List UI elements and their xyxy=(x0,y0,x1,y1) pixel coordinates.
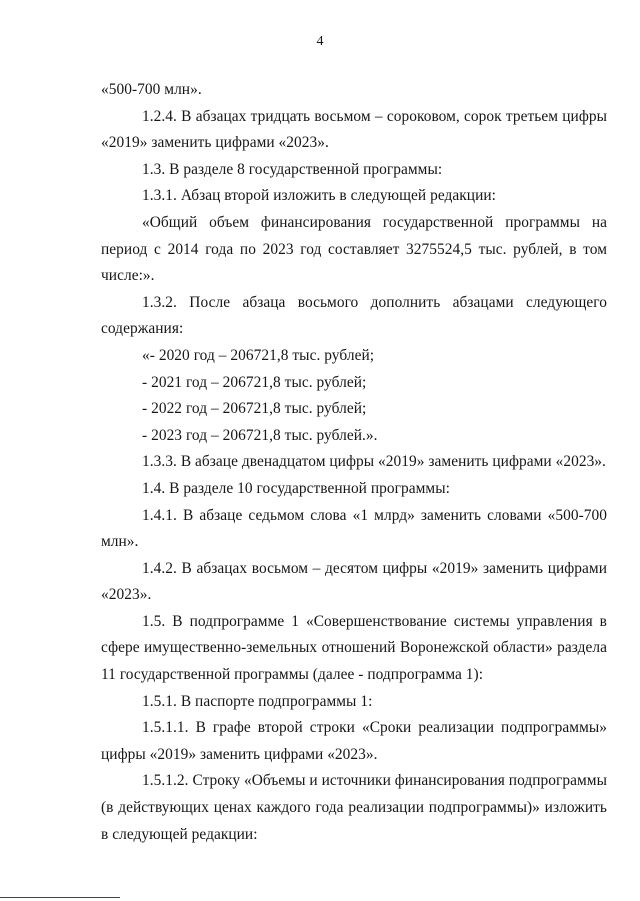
paragraph-1-4-2: 1.4.2. В абзацах восьмом – десятом цифры «2019» заменить цифрами «2023». xyxy=(101,559,607,604)
paragraph-quote-total-funding: «Общий объем финансирования государственной программы на период с 2014 года по 2023 год составляет 3275524,5 тыс. рублей, в том числе:». xyxy=(101,213,607,285)
paragraph-year-2022: - 2022 год – 206721,8 тыс. рублей; xyxy=(142,400,367,418)
paragraph-year-2021: - 2021 год – 206721,8 тыс. рублей; xyxy=(142,373,367,391)
footer-rule xyxy=(0,897,120,898)
paragraph-1-3-1: 1.3.1. Абзац второй изложить в следующей редакции: xyxy=(142,187,496,205)
page-number: 4 xyxy=(316,34,324,49)
paragraph-1-4-1: 1.4.1. В абзаце седьмом слова «1 млрд» заменить словами «500-700 млн». xyxy=(101,506,607,551)
paragraph-1-5: 1.5. В подпрограмме 1 «Совершенствование системы управления в сфере имущественно-земельных отношений Воронежской области» раздела 11 государственной программы (далее - подпрограмма 1): xyxy=(101,612,607,684)
paragraph-1-3-2: 1.3.2. После абзаца восьмого дополнить абзацами следующего содержания: xyxy=(101,293,607,338)
paragraph-1-2-4: 1.2.4. В абзацах тридцать восьмом – сороковом, сорок третьем цифры «2019» заменить цифрами «2023». xyxy=(101,107,607,152)
paragraph-1-3-3: 1.3.3. В абзаце двенадцатом цифры «2019» заменить цифрами «2023». xyxy=(142,453,606,471)
document-body xyxy=(101,77,607,848)
paragraph-1-5-1: 1.5.1. В паспорте подпрограммы 1: xyxy=(142,692,373,710)
paragraph-1-5-1-2: 1.5.1.2. Строку «Объемы и источники финансирования подпрограммы (в действующих ценах каждого года реализации подпрограммы)» изложить в следующей редакции: xyxy=(101,772,607,843)
paragraph-1-3: 1.3. В разделе 8 государственной программы: xyxy=(142,160,443,178)
paragraph-year-2020: «- 2020 год – 206721,8 тыс. рублей; xyxy=(142,346,375,364)
paragraph-1-4: 1.4. В разделе 10 государственной программы: xyxy=(142,479,450,497)
paragraph-1-5-1-1: 1.5.1.1. В графе второй строки «Сроки реализации подпрограммы» цифры «2019» заменить цифрами «2023». xyxy=(101,719,607,763)
paragraph-continuation: «500-700 млн». xyxy=(101,81,202,98)
paragraph-year-2023: - 2023 год – 206721,8 тыс. рублей.». xyxy=(142,426,378,444)
